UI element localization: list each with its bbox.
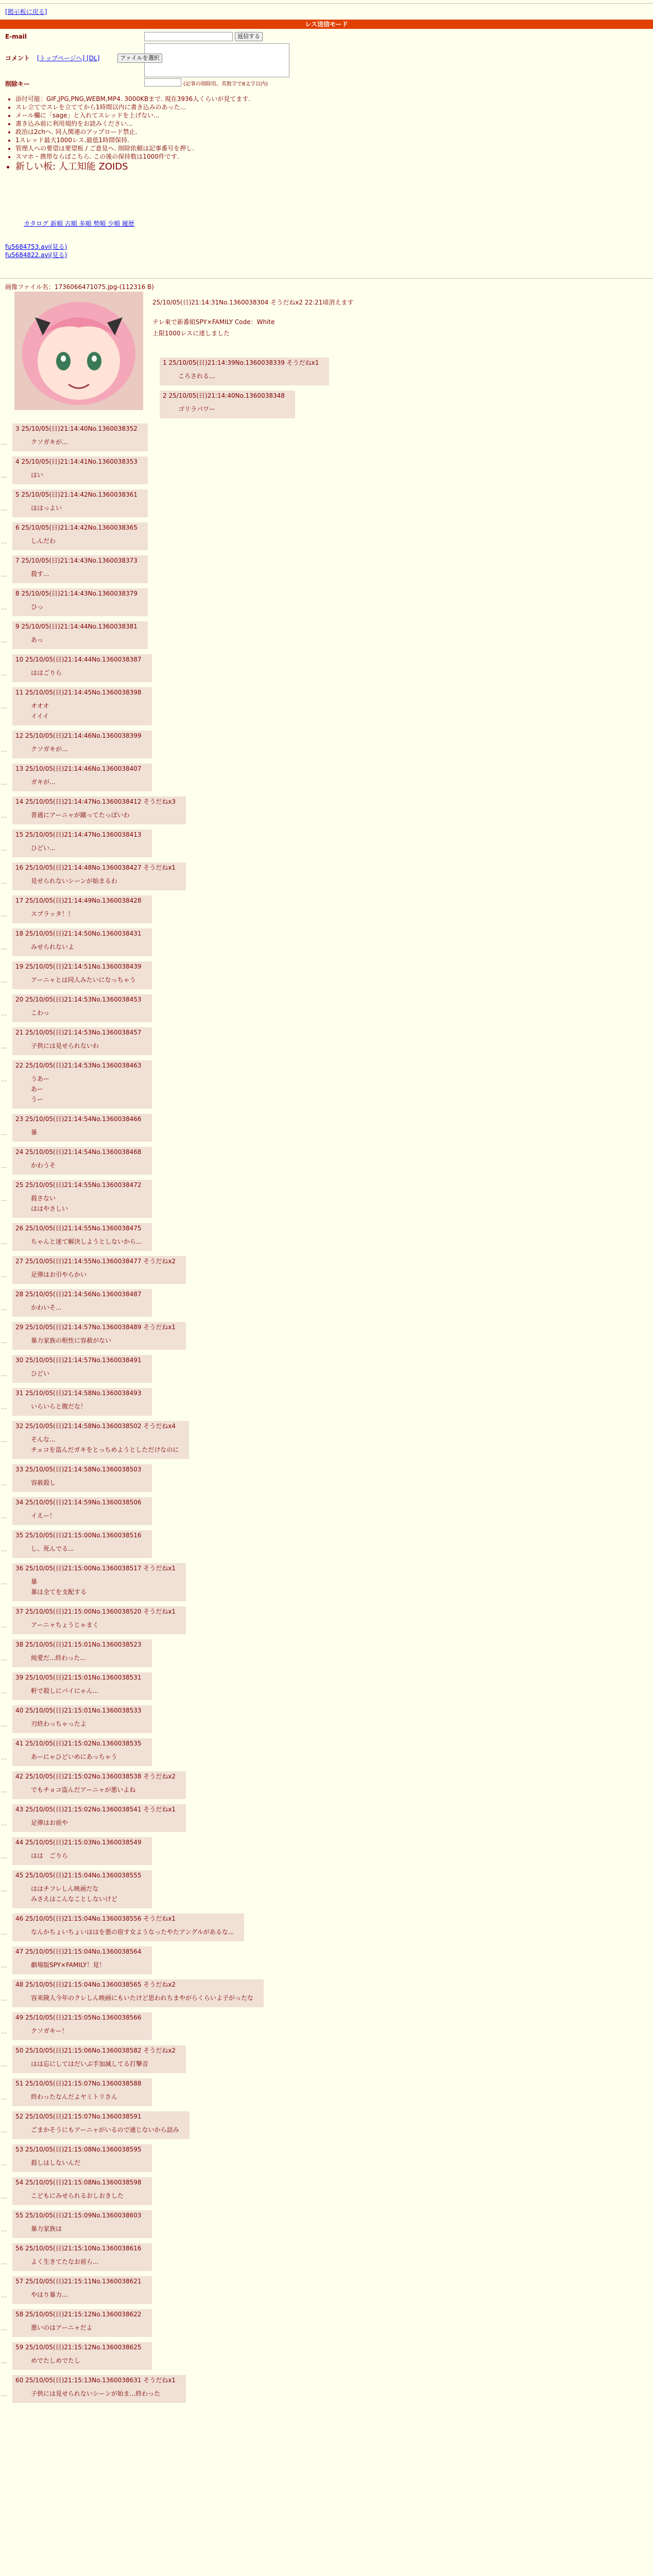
email-label: E-mail — [5, 33, 27, 40]
reply-post — [12, 1771, 186, 1799]
reply-body: 暴 暴は全てを支配する — [31, 1578, 87, 1596]
reply-header[interactable]: 49 25/10/05(日)21:15:05No.1360038566 — [15, 2014, 142, 2021]
top-divider — [0, 3, 653, 4]
reply-header[interactable]: 9 25/10/05(日)21:14:44No.1360038381 — [15, 623, 138, 630]
reply-post — [12, 1497, 152, 1525]
reply-body: アーニャちょうじゃまく — [31, 1621, 99, 1629]
reply-header[interactable]: 55 25/10/05(日)21:15:09No.1360038603 — [15, 2212, 142, 2219]
reply-indent-marker: … — [1, 977, 7, 984]
reply-post — [12, 456, 148, 484]
reply-body: アーニャとは同人みたいになっちゃう — [31, 976, 136, 984]
reply-header[interactable]: 60 25/10/05(日)21:15:13No.1360038631 そうだねx1 — [15, 2377, 176, 2384]
reply-body: ガキが... — [31, 778, 56, 786]
rule-item: • 管理人への要望は要望板 / ご意見へ. 削除依頼は記事番号を押し. — [15, 144, 250, 152]
reply-post — [12, 994, 152, 1022]
reply-body: ひどい... — [31, 844, 56, 852]
reply-post — [12, 1870, 152, 1908]
reply-indent-marker: … — [1, 538, 7, 545]
reply-header[interactable]: 50 25/10/05(日)21:15:06No.1360038582 そうだねx2 — [15, 2047, 176, 2054]
reply-indent-marker: … — [1, 911, 7, 918]
reply-post — [12, 2210, 152, 2238]
reply-post — [12, 1355, 152, 1383]
reply-body: いらいらと腹だな！ — [31, 1403, 87, 1410]
reply-header[interactable]: 8 25/10/05(日)21:14:43No.1360038379 — [15, 590, 138, 597]
reply-post — [160, 358, 329, 385]
op-file-name[interactable]: 画像ファイル名：1736066471075.jpg-(112316 B) — [5, 283, 154, 291]
reply-body: はは忘にしてはだいぶ手加減してる打撃音 — [31, 2060, 149, 2067]
reply-indent-marker: … — [1, 2391, 7, 2398]
reply-indent-marker: … — [1, 845, 7, 852]
reply-post — [12, 1256, 186, 1284]
reply-header[interactable]: 6 25/10/05(日)21:14:42No.1360038365 — [15, 524, 138, 531]
reply-body: 悪いのはアーニャだよ — [31, 2324, 93, 2331]
reply-header[interactable]: 22 25/10/05(日)21:14:53No.1360038463 — [15, 1062, 142, 1069]
reply-indent-marker: … — [1, 2226, 7, 2233]
reply-body: かわいそ... — [31, 1304, 62, 1311]
reply-header[interactable]: 30 25/10/05(日)21:14:57No.1360038491 — [15, 1357, 142, 1364]
reply-indent-marker: … — [1, 604, 7, 611]
reply-post — [12, 1421, 189, 1459]
reply-indent-marker: … — [1, 1076, 7, 1083]
reply-body: 容来険人今年のクレしん映画にもいたけど思われちまやがらくらいよ子がったな — [31, 1994, 254, 2002]
reply-body: 殺しはしないんだ — [31, 2159, 81, 2166]
reply-header[interactable]: 34 25/10/05(日)21:14:59No.1360038506 — [15, 1499, 142, 1506]
reply-indent-marker: … — [1, 812, 7, 819]
reply-body: スプラッタ！！ — [31, 910, 74, 918]
reply-indent-marker: … — [1, 637, 7, 644]
new-boards-item[interactable]: • 新しい板: 人工知能 ZOIDS — [15, 161, 250, 173]
reply-header[interactable]: 14 25/10/05(日)21:14:47No.1360038412 そうだねx3 — [15, 798, 176, 805]
reply-post — [12, 1913, 244, 1941]
reply-indent-marker: … — [1, 2127, 7, 2134]
reply-post — [12, 2177, 152, 2205]
op-header[interactable]: 25/10/05(日)21:14:31No.1360038304 そうだねx2 22:21頃消えます — [152, 299, 354, 306]
rule-item: • 添付可能：GIF,JPG,PNG,WEBM,MP4. 3000KBまで. 現在3936人くらいが見てます. — [15, 95, 250, 103]
reply-header[interactable]: 28 25/10/05(日)21:14:56No.1360038487 — [15, 1291, 142, 1298]
reply-indent-marker: … — [1, 1962, 7, 1969]
rule-item: • スマホ・携帯ならばこちら. この後の保持数は1000件です. — [15, 152, 250, 161]
reply-header[interactable]: 23 25/10/05(日)21:14:54No.1360038466 — [15, 1115, 142, 1123]
reply-header[interactable]: 37 25/10/05(日)21:15:00No.1360038520 そうだねx1 — [15, 1608, 176, 1615]
reply-post — [12, 1027, 152, 1055]
reply-indent-marker: … — [1, 1239, 7, 1246]
comment-textarea[interactable] — [144, 43, 289, 77]
reply-body: イえー！ — [31, 1512, 56, 1519]
reply-header[interactable]: 7 25/10/05(日)21:14:43No.1360038373 — [15, 557, 138, 564]
reply-post — [12, 1738, 152, 1766]
reply-indent-marker: … — [1, 944, 7, 951]
reply-post — [12, 862, 186, 890]
reply-post — [12, 2078, 152, 2106]
reply-post — [12, 1563, 186, 1601]
reply-post — [12, 928, 152, 956]
reply-header[interactable]: 15 25/10/05(日)21:14:47No.1360038413 — [15, 831, 142, 838]
reply-body: オオオ イイイ — [31, 702, 49, 720]
reply-post — [12, 2144, 152, 2172]
reply-body: 軒で殺しにパイにゃん... — [31, 1687, 99, 1694]
reply-post — [12, 489, 148, 517]
reply-body: ははチフレしん映画だな みさえはこんなことしないけど — [31, 1885, 118, 1903]
reply-indent-marker: … — [1, 1622, 7, 1629]
reply-indent-marker: … — [1, 505, 7, 512]
reply-indent-marker: … — [1, 1272, 7, 1279]
catalog-links[interactable]: カタログ 新順 古順 多順 勢順 少順 履歴 — [24, 220, 134, 227]
reply-header[interactable]: 13 25/10/05(日)21:14:46No.1360038407 — [15, 765, 142, 772]
reply-header[interactable]: 44 25/10/05(日)21:15:03No.1360038549 — [15, 1839, 142, 1846]
reply-indent-marker: … — [1, 1754, 7, 1761]
reply-post — [12, 2012, 152, 2040]
reply-body: ははごりら — [31, 669, 62, 676]
rule-item: • 政治は2chへ. 同人関連のアップロード禁止. — [15, 128, 250, 136]
reply-indent-marker: … — [1, 1436, 7, 1444]
reply-indent-marker: … — [1, 571, 7, 578]
reply-header[interactable]: 38 25/10/05(日)21:15:01No.1360038523 — [15, 1641, 142, 1648]
rule-item: • スレ立てでスレを立ててから1時間以内に書き込みのあった... — [15, 103, 250, 111]
reply-indent-marker: … — [1, 472, 7, 479]
submit-button[interactable]: 返信する — [235, 32, 263, 41]
mode-title-bar: レス送信モード — [0, 20, 653, 29]
reply-body: 見せられないシーンが始まるわ — [31, 877, 117, 885]
reply-post — [12, 423, 148, 451]
reply-post — [12, 1979, 264, 2007]
reply-post — [12, 1388, 152, 1416]
reply-indent-marker: … — [1, 2094, 7, 2101]
reply-post — [12, 1530, 152, 1558]
reply-post — [12, 2111, 190, 2139]
reply-body: 暴力家族の根性に容赦がない — [31, 1337, 112, 1344]
reply-post — [12, 621, 148, 649]
reply-indent-marker: … — [1, 1043, 7, 1050]
reply-header[interactable]: 32 25/10/05(日)21:14:58No.1360038502 そうだねx4 — [15, 1422, 176, 1430]
reply-header[interactable]: 19 25/10/05(日)21:14:51No.1360038439 — [15, 963, 142, 970]
reply-indent-marker: … — [1, 2292, 7, 2299]
reply-indent-marker: … — [1, 1546, 7, 1553]
reply-body: 殺さない ははやさしい — [31, 1195, 68, 1212]
reply-post — [12, 654, 152, 682]
reply-indent-marker: … — [1, 2061, 7, 2068]
reply-indent-marker: … — [1, 1721, 7, 1728]
reply-body: 子供には見せられないシーンが始ま...終わった — [31, 2390, 161, 2397]
reply-post — [12, 1464, 152, 1492]
reply-body: よく生きてたなお前ら... — [31, 2258, 99, 2265]
reply-body: ははっよい — [31, 504, 62, 512]
reply-indent-marker: … — [1, 1655, 7, 1662]
reply-body: 足弾はお前や — [31, 1819, 68, 1826]
reply-body: そんな... チェコを盗んだガキをとっちめようとしただけなのに — [31, 1436, 179, 1453]
comment-label: コメント — [5, 55, 30, 62]
reply-header[interactable]: 40 25/10/05(日)21:15:01No.1360038533 — [15, 1707, 142, 1714]
reply-post — [12, 588, 148, 616]
reply-body: クソガキー！ — [31, 2027, 68, 2035]
reply-header[interactable]: 59 25/10/05(日)21:15:12No.1360038625 — [15, 2344, 142, 2351]
reply-header[interactable]: 35 25/10/05(日)21:15:00No.1360038516 — [15, 1532, 142, 1539]
reply-post — [12, 687, 152, 725]
reply-header[interactable]: 11 25/10/05(日)21:14:45No.1360038398 — [15, 689, 142, 696]
reply-post — [12, 2309, 152, 2337]
reply-post — [12, 796, 186, 824]
reply-post — [12, 1180, 152, 1218]
reply-header[interactable]: 41 25/10/05(日)21:15:02No.1360038535 — [15, 1740, 142, 1747]
reply-header[interactable]: 52 25/10/05(日)21:15:07No.1360038591 — [15, 2113, 142, 2120]
reply-indent-marker: … — [1, 1688, 7, 1695]
comment-top-links[interactable]: [トップページへ] [DL] — [37, 55, 100, 62]
reply-header[interactable]: 20 25/10/05(日)21:14:53No.1360038453 — [15, 996, 142, 1003]
rule-item: • 1スレッド最大1000レス.最低1時間保持. — [15, 136, 250, 144]
reply-header[interactable]: 3 25/10/05(日)21:14:40No.1360038352 — [15, 425, 138, 432]
reply-header[interactable]: 54 25/10/05(日)21:15:08No.1360038598 — [15, 2179, 142, 2186]
reply-header[interactable]: 56 25/10/05(日)21:15:10No.1360038616 — [15, 2245, 142, 2252]
reply-body: 純愛だ...終わった... — [31, 1654, 86, 1662]
reply-indent-marker: … — [1, 779, 7, 786]
reply-body: やはり暴力... — [31, 2291, 68, 2298]
reply-header[interactable]: 53 25/10/05(日)21:15:08No.1360038595 — [15, 2146, 142, 2153]
reply-header[interactable]: 31 25/10/05(日)21:14:58No.1360038493 — [15, 1389, 142, 1397]
reply-header[interactable]: 33 25/10/05(日)21:14:58No.1360038503 — [15, 1466, 142, 1473]
reply-indent-marker: … — [1, 2325, 7, 2332]
reply-indent-marker: … — [1, 2259, 7, 2266]
reply-indent-marker: … — [1, 1480, 7, 1487]
reply-body: 劇場版SPY×FAMILY！見！ — [31, 1961, 106, 1969]
reply-body: うあー あー うー — [31, 1075, 50, 1103]
reply-post — [12, 1639, 152, 1667]
reply-post — [12, 1114, 152, 1142]
reply-post — [12, 2243, 152, 2271]
reply-post — [12, 555, 148, 583]
op-text-line: テレ東で新番組SPY×FAMILY Code：White — [152, 318, 275, 326]
reply-post — [12, 2045, 186, 2073]
reply-header[interactable]: 48 25/10/05(日)21:15:04No.1360038565 そうだねx2 — [15, 1981, 176, 1988]
reply-indent-marker: … — [1, 1162, 7, 1170]
reply-body: 容赦殺し — [31, 1479, 56, 1486]
reply-indent-marker: … — [1, 746, 7, 753]
reply-indent-marker: … — [1, 670, 7, 677]
reply-indent-marker: … — [1, 1579, 7, 1586]
reply-header[interactable]: 58 25/10/05(日)21:15:12No.1360038622 — [15, 2311, 142, 2318]
reply-body: なんかちょいちょいははを悪の宿す女ようなったやたアングルがあるな... — [31, 1928, 234, 1936]
reply-indent-marker: … — [1, 878, 7, 885]
reply-header[interactable]: 12 25/10/05(日)21:14:46No.1360038399 — [15, 732, 142, 739]
reply-indent-marker: … — [1, 1129, 7, 1137]
back-to-board-link[interactable]: [掲示板に戻る] — [5, 8, 47, 15]
reply-post — [12, 1672, 152, 1700]
reply-indent-marker: … — [1, 2358, 7, 2365]
reply-body: 殺す... — [31, 570, 49, 578]
reply-post — [12, 522, 148, 550]
file-select-button[interactable]: ファイルを選択 — [117, 54, 162, 63]
reply-header[interactable]: 26 25/10/05(日)21:14:55No.1360038475 — [15, 1225, 142, 1232]
reply-header[interactable]: 27 25/10/05(日)21:14:55No.1360038477 そうだねx2 — [15, 1258, 176, 1265]
reply-body: ゴリラパワー — [178, 405, 216, 413]
reply-post — [12, 829, 152, 857]
reply-header[interactable]: 4 25/10/05(日)21:14:41No.1360038353 — [15, 458, 138, 465]
reply-indent-marker: … — [1, 1995, 7, 2002]
reply-header[interactable]: 47 25/10/05(日)21:15:04No.1360038564 — [15, 1948, 142, 1955]
reply-post — [12, 2276, 152, 2304]
reply-header[interactable]: 18 25/10/05(日)21:14:50No.1360038431 — [15, 930, 142, 937]
delete-key-label: 削除キー — [5, 80, 30, 88]
reply-post — [12, 731, 152, 758]
reply-header[interactable]: 43 25/10/05(日)21:15:02No.1360038541 そうだねx1 — [15, 1806, 176, 1813]
reply-header[interactable]: 36 25/10/05(日)21:15:00No.1360038517 そうだねx1 — [15, 1565, 176, 1572]
reply-indent-marker: … — [1, 2193, 7, 2200]
delete-key-input[interactable] — [144, 78, 181, 87]
reply-header[interactable]: 1 25/10/05(日)21:14:39No.1360038339 そうだねx1 — [163, 359, 319, 366]
reply-indent-marker: … — [1, 1513, 7, 1520]
reply-indent-marker: … — [1, 439, 7, 446]
reply-body: 足弾はお引やらかい — [31, 1271, 87, 1278]
reply-body: こわっ — [31, 1009, 49, 1016]
reply-body: ごまかそうにもアーニャがいるので通じないから詰み — [31, 2126, 179, 2133]
reply-body: 終わったなんだよヤミトリさん — [31, 2093, 117, 2100]
op-body — [152, 316, 275, 339]
reply-body: でもチョコ盗んだアーニャが悪いよね — [31, 1786, 136, 1793]
reply-post — [12, 1223, 152, 1251]
reply-post — [12, 1147, 152, 1175]
reply-body: はい — [31, 471, 44, 479]
reply-post — [12, 1289, 152, 1317]
reply-header[interactable]: 5 25/10/05(日)21:14:42No.1360038361 — [15, 491, 138, 498]
reply-body: クソガキが... — [31, 745, 68, 753]
delete-key-note: (記事の削除用。英数字で8文字以内) — [183, 81, 268, 87]
reply-indent-marker: … — [1, 1010, 7, 1017]
reply-header[interactable]: 51 25/10/05(日)21:15:07No.1360038588 — [15, 2080, 142, 2087]
reply-post — [12, 1804, 186, 1832]
thread-file-link[interactable]: fu5684822.avi(見る) — [5, 251, 67, 259]
reply-indent-marker: … — [1, 1403, 7, 1411]
reply-body: 普通にアーニャが蹴ってたっぽいわ — [31, 811, 130, 819]
email-input[interactable] — [144, 32, 233, 41]
reply-body: クソガキが... — [31, 438, 68, 446]
reply-body: ちゃんと迷て解決しようとしないから... — [31, 1238, 142, 1245]
op-thumbnail-image[interactable] — [14, 292, 143, 410]
reply-indent-marker: … — [1, 2028, 7, 2035]
reply-header[interactable]: 46 25/10/05(日)21:15:04No.1360038556 そうだねx1 — [15, 1915, 176, 1922]
rule-item: • メール欄に「sage」と入れてスレッドを上げない... — [15, 111, 250, 120]
reply-indent-marker: … — [1, 2160, 7, 2167]
reply-post — [12, 895, 152, 923]
reply-post — [12, 1946, 152, 1974]
reply-body: ころされる... — [178, 372, 215, 380]
reply-post — [12, 1705, 152, 1733]
reply-header[interactable]: 39 25/10/05(日)21:15:01No.1360038531 — [15, 1674, 142, 1681]
rule-item: • 書き込み前に利用規約をお読みください... — [15, 120, 250, 128]
op-text-line: 上限1000レスに達しました — [152, 330, 230, 337]
reply-post — [12, 1606, 186, 1634]
reply-body: はは ごりら — [31, 1852, 68, 1859]
reply-indent-marker: … — [1, 1337, 7, 1345]
reply-header[interactable]: 17 25/10/05(日)21:14:49No.1360038428 — [15, 897, 142, 904]
reply-body: 子供には見せられないわ — [31, 1042, 99, 1049]
reply-indent-marker: … — [1, 1853, 7, 1860]
reply-indent-marker: … — [1, 703, 7, 710]
reply-body: 刃終わっちゃったよ — [31, 1720, 87, 1727]
reply-body: しんだわ — [31, 537, 56, 545]
reply-indent-marker: … — [1, 1787, 7, 1794]
reply-header[interactable]: 29 25/10/05(日)21:14:57No.1360038489 そうだねx1 — [15, 1324, 176, 1331]
reply-body: あっ — [31, 636, 43, 643]
reply-body: めでたしめでたし — [31, 2357, 81, 2364]
reply-header[interactable]: 57 25/10/05(日)21:15:11No.1360038621 — [15, 2278, 142, 2285]
reply-body: かわうそ — [31, 1162, 56, 1169]
reply-body: あーにゃひどいめにあっちゃう — [31, 1753, 117, 1760]
reply-body: 暴力家族は — [31, 2225, 62, 2232]
reply-post — [12, 2375, 186, 2403]
reply-post — [12, 764, 152, 791]
reply-header[interactable]: 25 25/10/05(日)21:14:55No.1360038472 — [15, 1181, 142, 1189]
reply-body: ひっ — [31, 603, 44, 611]
rules-list — [15, 95, 250, 173]
reply-body: みせられないよ — [31, 943, 75, 951]
reply-post — [12, 1322, 186, 1350]
reply-header[interactable]: 21 25/10/05(日)21:14:53No.1360038457 — [15, 1029, 142, 1036]
reply-header[interactable]: 16 25/10/05(日)21:14:48No.1360038427 そうだねx1 — [15, 864, 176, 871]
reply-body: 暴 — [31, 1129, 38, 1136]
reply-indent-marker: … — [1, 1886, 7, 1893]
reply-header[interactable]: 42 25/10/05(日)21:15:02No.1360038538 そうだねx2 — [15, 1773, 176, 1780]
reply-indent-marker: … — [1, 1304, 7, 1312]
reply-header[interactable]: 45 25/10/05(日)21:15:04No.1360038555 — [15, 1872, 142, 1879]
reply-post — [12, 1837, 152, 1865]
reply-post — [12, 961, 152, 989]
reply-header[interactable]: 2 25/10/05(日)21:14:40No.1360038348 — [163, 392, 285, 399]
reply-indent-marker: … — [1, 1370, 7, 1378]
reply-header[interactable]: 10 25/10/05(日)21:14:44No.1360038387 — [15, 656, 142, 663]
reply-body: ひどい — [31, 1370, 50, 1377]
reply-body: こどもにみせられるおしおきした — [31, 2192, 124, 2199]
thread-divider — [0, 278, 653, 279]
reply-post — [12, 2342, 152, 2370]
reply-indent-marker: … — [1, 1195, 7, 1202]
thread-file-link[interactable]: fu5684753.avi(見る) — [5, 243, 67, 250]
reply-indent-marker: … — [1, 1820, 7, 1827]
reply-indent-marker: … — [1, 1929, 7, 1936]
reply-post — [12, 1060, 152, 1109]
reply-header[interactable]: 24 25/10/05(日)21:14:54No.1360038468 — [15, 1148, 142, 1156]
reply-post — [160, 391, 295, 418]
reply-body: し、死んでる... — [31, 1545, 74, 1552]
